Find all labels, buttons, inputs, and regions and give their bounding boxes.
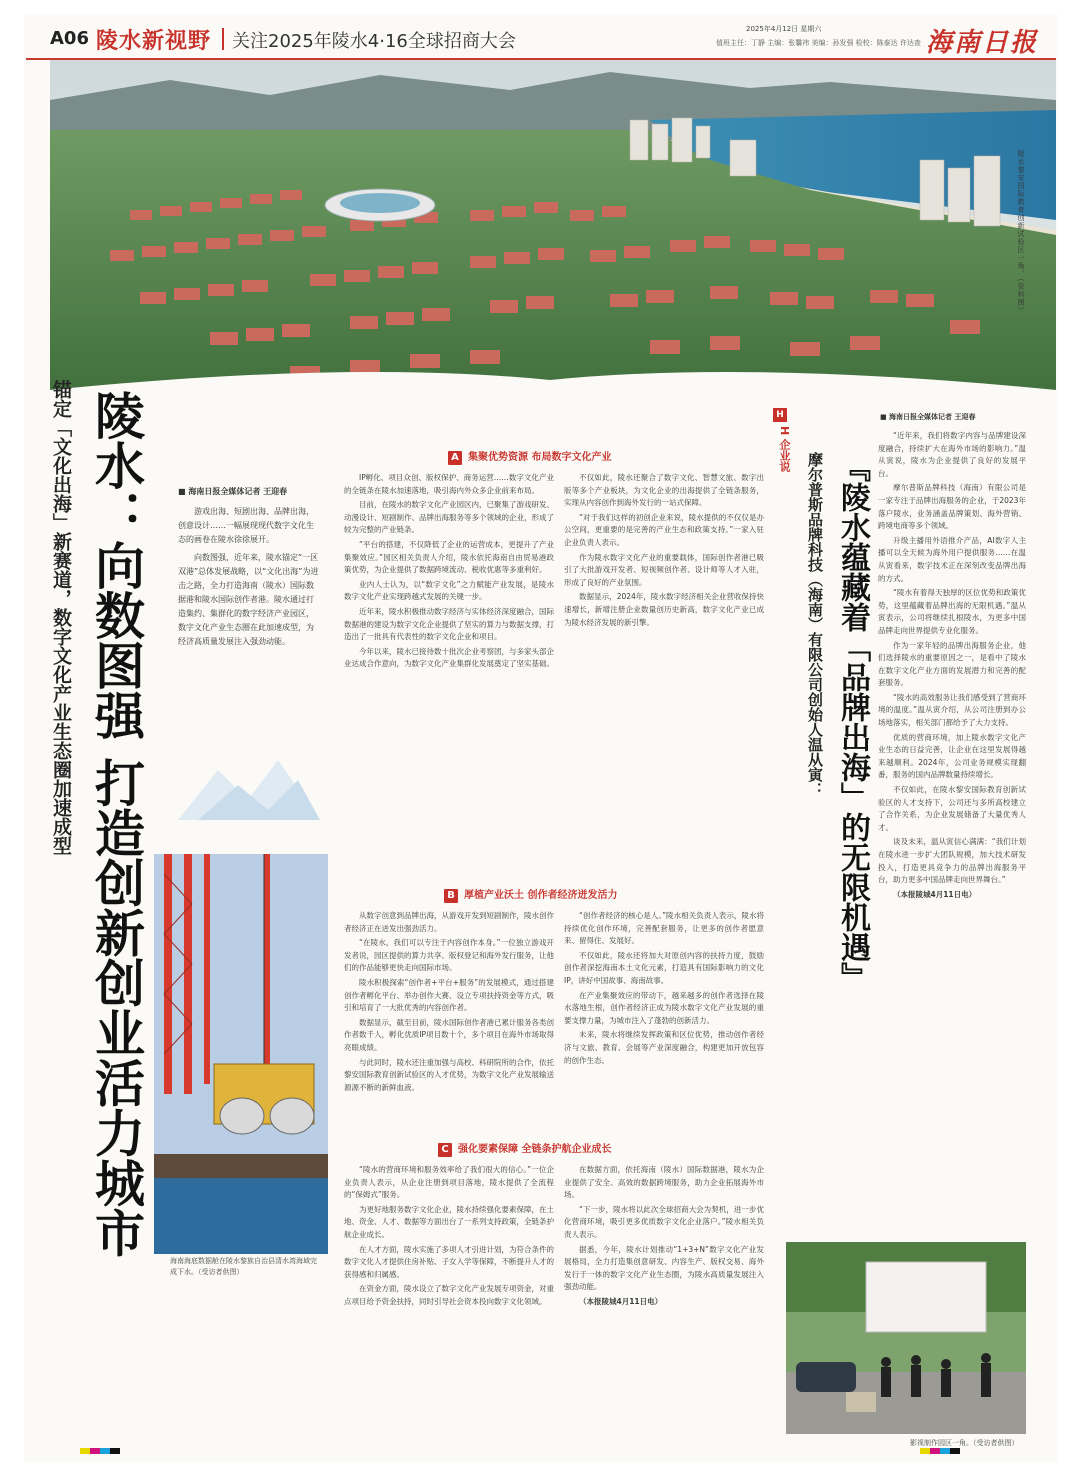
paragraph: 在数据方面，依托海南（陵水）国际数据港，陵水为企业提供了安全、高效的数据跨境服务，助力企业拓展海外市场。 [564,1165,764,1200]
paragraph: 与此同时，陵水还注重加强与高校、科研院所的合作，依托黎安国际教育创新试验区的人才优势，为数字文化产业发展输送源源不断的新鲜血液。 [344,1057,554,1092]
right-story-column [878,430,1026,1230]
paragraph: 不仅如此，陵水还聚合了数字文化、智慧文旅、数字出版等多个产业板块，为文化企业的出海提供了全链条服务，实现从内容创作到海外发行的一站式保障。 [564,473,764,508]
paragraph: 在产业集聚效应的带动下，越来越多的创作者选择在陵水落地生根，创作者经济正成为陵水数字文化产业发展的重要支撑力量，为城市注入了蓬勃的创新活力。 [564,990,764,1025]
main-subheadline: 锚定「文化出海」新赛道，数字文化产业生态圈加速成型 [50,380,72,855]
paragraph: IP孵化、项目众创、版权保护、商务运营……数字文化产业的全链条在陵水加速落地，吸引海内外众多企业前来布局。 [344,473,554,495]
crane-photo-caption: 海南海底数据舱在陵水黎族自治县清水湾海域完成下水。（受访者供图） [170,1257,317,1276]
hero-caption: 陵水黎安国际教育创新试验区一角。（资料图） [1017,150,1025,315]
paragraph: 在资金方面，陵水设立了数字文化产业发展专项资金，对重点项目给予资金扶持，同时引导社会资本投向数字文化领域。 [344,1284,554,1306]
section-a-heading [448,448,611,464]
section-a-letter: A [448,451,462,465]
section-b-column-1 [344,910,554,1136]
aerial-city-illustration [50,60,1056,410]
paragraph: “近年来，我们将数字内容与品牌建设深度融合，持续扩大在海外市场的影响力。”温从寅说，陵水为企业提供了良好的发展平台。 [878,431,1026,478]
paragraph: 未来，陵水将继续发挥政策和区位优势，推动创作者经济与文旅、教育、会展等产业深度融合，构建更加开放包容的创作生态。 [564,1030,764,1065]
paragraph: 今年以来，陵水已接待数十批次企业考察团，与多家头部企业达成合作意向，为数字文化产业集群化发展奠定了坚实基础。 [344,646,554,669]
main-headline: 陵水：向数图强 打造创新创业活力城市 [87,390,146,1258]
data-cabin-crane-photo [154,854,328,1254]
right-story-headline: 『陵水蕴藏着「品牌出海」的无限机遇』 [835,452,870,992]
paragraph: 谈及未来，温从寅信心满满：“我们计划在陵水进一步扩大团队规模，加大技术研发投入，打造更具竞争力的品牌出海服务平台，助力更多中国品牌走向世界舞台。” [878,837,1026,885]
focus-title: 关注2025年陵水4·16全球招商大会 [232,31,516,52]
main-byline: ■ 海南日报全媒体记者 王迎春 [178,487,288,496]
end-note: （本报陵城4月11日电） [579,1296,663,1306]
paragraph: “下一步，陵水将以此次全球招商大会为契机，进一步优化营商环境，吸引更多优质数字文化企业落户。”陵水相关负责人表示。 [564,1204,764,1239]
paragraph: 为更好地服务数字文化企业，陵水持续强化要素保障，在土地、资金、人才、数据等方面出台了一系列支持政策，全链条护航企业成长。 [344,1204,554,1239]
lead-paragraph [178,485,320,653]
paragraph: 不仅如此，在陵水黎安国际教育创新试验区的人才支持下，公司还与多所高校建立了合作关系，为企业发展储备了大量优秀人才。 [878,785,1026,832]
column-tag: H 企业说 [778,426,791,473]
studio-scene-illustration [786,1242,1026,1434]
paragraph: 作为陵水数字文化产业的重要载体，国际创作者港已吸引了大批游戏开发者、短视频创作者、设计师等人才入驻，形成了良好的产业氛围。 [564,552,764,587]
section-a-column-1 [344,472,554,872]
paragraph: 从数字创意到品牌出海，从游戏开发到短剧制作，陵水创作者经济正在迸发出强劲活力。 [344,911,554,933]
crane-illustration [154,854,328,1254]
dateline: 2025年4月12日 星期六 [746,25,822,33]
paragraph: “陵水的营商环境和服务效率给了我们很大的信心。”一位企业负责人表示，从企业注册到项目落地，陵水提供了全流程的“保姆式”服务。 [344,1165,554,1200]
paragraph: 不仅如此，陵水还将加大对原创内容的扶持力度，鼓励创作者深挖海南本土文化元素，打造具有国际影响力的文化IP，讲好中国故事、海南故事。 [564,950,764,985]
paragraph: 升级主播用外语推介产品，AI数字人主播可以全天候为海外用户提供服务……在温从寅看来，数字技术正在深刻改变品牌出海的方式。 [878,535,1026,583]
paragraph: “平台的搭建，不仅降低了企业的运营成本，更提升了产业集聚效应。”园区相关负责人介绍，陵水依托海南自由贸易港政策优势，为企业提供了数据跨境流动、税收优惠等多重利好。 [344,539,554,575]
section-title: 陵水新视野 [96,29,212,54]
paragraph: 摩尔普斯品牌科技（海南）有限公司是一家专注于品牌出海服务的企业，于2023年落户陵水，业务涵盖品牌策划、海外营销、跨境电商等多个领域。 [878,483,1026,531]
decorative-peaks [178,760,320,820]
paragraph: 据悉，今年，陵水计划推动“1+3+N”数字文化产业发展格局，全力打造集创意研发、内容生产、版权交易、海外发行于一体的数字文化产业生态圈，为陵水高质量发展注入强劲动能。 [564,1244,764,1292]
lead-text: 游戏出海、短剧出海、品牌出海，创意设计……一幅展现现代数字文化生态的画卷在陵水徐徐展开。 [178,507,314,544]
section-a-column-2 [564,472,764,872]
paragraph: “在陵水，我们可以专注于内容创作本身。”一位独立游戏开发者说，园区提供的算力共享、版权登记和海外发行服务，让他们的作品能够更快走向国际市场。 [344,938,554,973]
paragraph: 数据显示，2024年，陵水数字经济相关企业营收保持快速增长，新增注册企业数量创历史新高，数字文化产业已成为陵水经济发展的新引擎。 [564,592,764,627]
section-c-title: 强化要素保障 全链条护航企业成长 [458,1144,612,1155]
paragraph: 优质的营商环境，加上陵水数字文化产业生态的日益完善，让企业在这里发展得越来越顺利。2024年，公司业务规模实现翻番，服务的国内品牌数量持续增长。 [878,732,1026,780]
film-studio-photo [786,1242,1026,1434]
paragraph: “陵水的高效服务让我们感受到了营商环境的温度。”温从寅介绍，从公司注册到办公场地落实，相关部门都给予了大力支持。 [878,692,1026,728]
lead-text: 向数图强，近年来，陵水锚定“一区双港”总体发展战略，以“文化出海”为进击之路，全力打造海南（陵水）国际数据港和陵水国际创作者港。陵水通过打造集约、集群化的数字经济产业园区，数字文化产业生态圈在此加速成型，为经济高质量发展注入强劲动能。 [178,553,319,646]
right-story-byline: ■ 海南日报全媒体记者 王迎春 [880,413,976,421]
header-divider [222,28,224,50]
section-b-heading [444,886,617,902]
registration-marks-right [920,1448,960,1454]
registration-marks-left [80,1448,120,1454]
section-b-letter: B [444,889,458,903]
editor-credits: 值班主任：丁静 主编：张馨祎 美编：孙发强 检校：陈泰达 许达查 [716,39,921,47]
column-tag-mark: H [773,408,787,422]
paragraph: 作为一家年轻的品牌出海服务企业，他们选择陵水的重要原因之一，是看中了陵水在数字文化产业方面的发展潜力和完善的配套服务。 [878,640,1026,688]
page-number: A06 [50,28,89,49]
paragraph: 近年来，陵水积极推动数字经济与实体经济深度融合，国际数据港的建设为数字文化企业提供了坚实的算力与数据支撑，打造出了一批具有代表性的数字文化企业和项目。 [344,606,554,642]
paragraph: 业内人士认为，以“数字文化”之力赋能产业发展，是陵水数字文化产业实现跨越式发展的关键一步。 [344,579,554,602]
paragraph: “陵水有着得天独厚的区位优势和政策优势，这里蕴藏着品牌出海的无限机遇。”温从寅表示，公司将继续扎根陵水，为更多中国品牌走向世界提供专业化服务。 [878,588,1026,635]
paragraph: “创作者经济的核心是人。”陵水相关负责人表示，陵水将持续优化创作环境，完善配套服务，让更多的创作者愿意来、留得住、发展好。 [564,911,764,946]
film-studio-caption: 影视制作园区一角。（受访者供图） [910,1439,1019,1447]
paragraph: “对于我们这样的初创企业来说，陵水提供的不仅仅是办公空间，更重要的是完善的产业生态和政策支持。”一家入驻企业负责人表示。 [564,512,764,547]
section-a-title: 集聚优势资源 布局数字文化产业 [468,452,612,463]
right-story-subheadline: 摩尔普斯品牌科技（海南）有限公司创始人温从寅： [806,452,824,797]
section-c-column-1 [344,1164,554,1434]
paragraph: 陵水积极探索“创作者+平台+服务”的发展模式，通过搭建创作者孵化平台、举办创作大赛、设立专项扶持资金等方式，吸引和培育了一大批优秀的内容创作者。 [344,977,554,1013]
hero-aerial-photo [50,60,1056,410]
page-header [26,22,1056,60]
section-c-heading [438,1140,611,1156]
paragraph: 目前，在陵水的数字文化产业园区内，已聚集了游戏研发、动漫设计、短剧制作、品牌出海服务等多个领域的企业，形成了较为完整的产业链条。 [344,500,554,535]
paragraph: 在人才方面，陵水实施了多项人才引进计划，为符合条件的数字文化人才提供住房补贴、子女入学等保障，不断提升人才的获得感和归属感。 [344,1244,554,1279]
section-b-title: 厚植产业沃土 创作者经济迸发活力 [464,890,618,901]
newspaper-logo: 海南日报 [926,28,1039,58]
section-c-letter: C [438,1143,452,1157]
right-story-end-note: （本报陵城4月11日电） [893,889,977,899]
paragraph: 数据显示，截至目前，陵水国际创作者港已累计服务各类创作者数千人，孵化优质IP项目数十个，多个项目在海外市场取得亮眼成绩。 [344,1017,554,1052]
section-c-column-2 [564,1164,764,1434]
section-b-column-2 [564,910,764,1136]
